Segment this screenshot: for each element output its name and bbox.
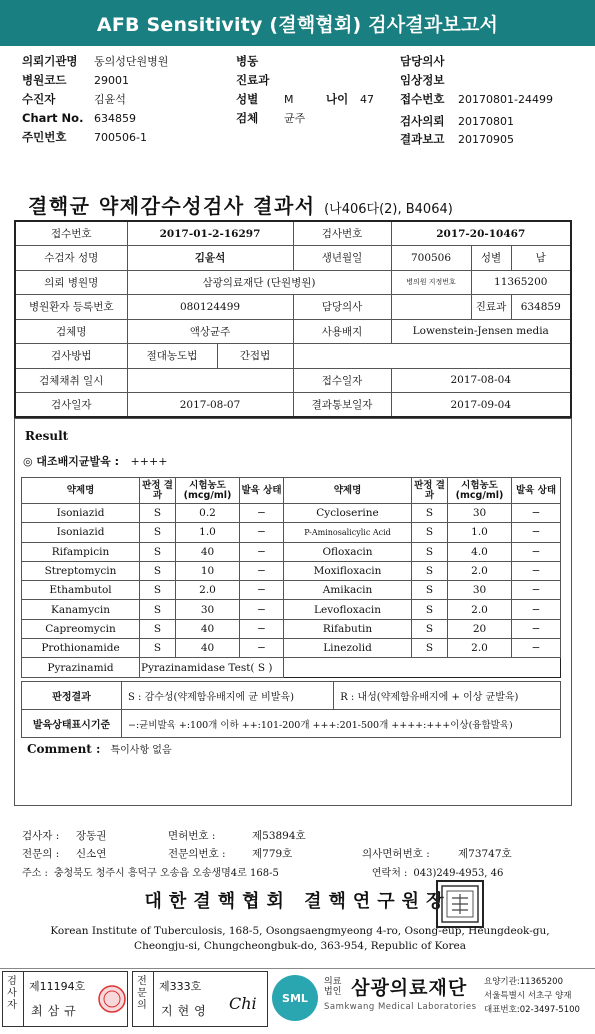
address-label: 주소 :	[22, 868, 48, 879]
info-row-4	[15, 295, 571, 320]
specialist-label: 전문의 :	[22, 848, 60, 860]
receipt-row	[400, 90, 553, 108]
notify-label: 결과통보일자	[293, 393, 391, 418]
info-row-5	[15, 319, 571, 344]
request-label: 검사의뢰	[400, 114, 445, 128]
age-label: 나이	[326, 92, 349, 106]
right-result: S	[412, 639, 448, 658]
info-row-8	[15, 393, 571, 418]
left-concentration: 40	[176, 639, 240, 658]
clinic-label-cell: 진료과	[471, 295, 511, 320]
left-drug-name: Ethambutol	[22, 581, 140, 600]
right-growth: −	[512, 581, 561, 600]
right-result: S	[412, 561, 448, 580]
right-concentration: 4.0	[448, 542, 512, 561]
left-drug-name: Kanamycin	[22, 600, 140, 619]
specimen-label-cell: 검체명	[15, 319, 127, 344]
right-concentration: 2.0	[448, 561, 512, 580]
colony-value: ++++	[130, 455, 168, 468]
left-result: S	[140, 619, 176, 638]
right-drug-name: Linezolid	[284, 639, 412, 658]
doctor-row	[400, 52, 444, 70]
growth-text: −:균비발육 +:100개 이하 ++:101-200개 +++:201-500개 ++++:+++이상(융합발육)	[122, 710, 561, 738]
table-row	[22, 523, 561, 542]
pyrazinamide-label: Pyrazinamid	[22, 658, 140, 677]
care-institution-no: 요양기관:11365200	[484, 977, 563, 987]
lab-contact	[484, 975, 594, 1017]
staff-row-1	[22, 828, 306, 843]
document-subtitle: (나406다(2), B4064)	[324, 202, 453, 217]
examiner-value: 장동권	[76, 830, 107, 842]
method-1: 절대농도법	[127, 344, 217, 369]
specialist-vertical-label: 전문의	[137, 976, 147, 1011]
right-concentration: 30	[448, 581, 512, 600]
left-growth: −	[240, 619, 284, 638]
report-title-bar	[0, 0, 595, 46]
comment	[27, 741, 172, 756]
right-growth: −	[512, 561, 561, 580]
right-drug-name: Levofloxacin	[284, 600, 412, 619]
info-row-6	[15, 344, 571, 369]
left-result: S	[140, 523, 176, 542]
info-row-3	[15, 270, 571, 295]
exam-no: 2017-20-10467	[391, 221, 571, 246]
received-label: 접수일자	[293, 368, 391, 393]
pyrazinamide-blank	[284, 658, 561, 677]
rrn-row	[22, 128, 147, 146]
drug-susceptibility-table	[21, 477, 561, 678]
table-row	[22, 581, 561, 600]
patient-value: 김윤석	[94, 93, 126, 106]
right-drug-name: Amikacin	[284, 581, 412, 600]
hospital-name-label: 의뢰 병원명	[15, 270, 127, 295]
hospital-id-label: 병의원 지정번호	[391, 270, 471, 295]
test-date-label: 검사일자	[15, 393, 127, 418]
right-result: S	[412, 619, 448, 638]
spec-license-label: 전문의번호 :	[168, 848, 226, 860]
rrn-label: 주민번호	[22, 130, 67, 144]
examiner-license: 제11194호	[29, 980, 86, 993]
left-result: S	[140, 542, 176, 561]
sex-label-cell: 성별	[471, 246, 511, 271]
hospital-name-value: 삼광의료재단 (단원병원)	[127, 270, 391, 295]
receipt-value: 20170801-24499	[458, 92, 553, 106]
document-title	[28, 190, 453, 219]
col-result-2: 판정 결과	[412, 478, 448, 504]
right-growth: −	[512, 523, 561, 542]
code-row	[22, 71, 129, 89]
right-result: S	[412, 542, 448, 561]
left-result: S	[140, 581, 176, 600]
comment-text: 특이사항 없음	[110, 745, 172, 756]
left-drug-name: Streptomycin	[22, 561, 140, 580]
comment-label: Comment :	[27, 742, 101, 756]
doc-license-value: 제73747호	[458, 848, 512, 860]
hospital-id-value: 11365200	[471, 270, 571, 295]
brand-block	[324, 973, 477, 1012]
name-label: 수검자 성명	[15, 246, 127, 271]
report-label: 결과보고	[400, 132, 445, 146]
examiner-vertical-label: 검사자	[7, 976, 17, 1011]
col-result: 판정 결과	[140, 478, 176, 504]
code-label: 병원코드	[22, 73, 67, 87]
left-growth: −	[240, 523, 284, 542]
license-label: 면허번호 :	[168, 830, 216, 842]
reg-no-label: 병원환자 등록번호	[15, 295, 127, 320]
official-seal	[436, 880, 484, 928]
right-drug-name: P-Aminosalicylic Acid	[284, 523, 412, 542]
request-value: 20170801	[458, 114, 514, 128]
phone-value: 043)249-4953, 46	[413, 868, 504, 879]
clinic-label: 임상정보	[400, 73, 445, 87]
test-date-value: 2017-08-07	[127, 393, 293, 418]
specimen-row	[236, 109, 305, 127]
collect-label: 검체채취 일시	[15, 368, 127, 393]
specimen-value: 균주	[284, 112, 306, 125]
hospital-value: 동의성단원병원	[94, 55, 169, 68]
chart-row	[22, 109, 136, 127]
right-result: S	[412, 581, 448, 600]
left-concentration: 1.0	[176, 523, 240, 542]
right-drug-name: Moxifloxacin	[284, 561, 412, 580]
result-section	[14, 418, 572, 806]
ward-label: 병동	[236, 54, 259, 68]
left-growth: −	[240, 542, 284, 561]
patient-label: 수진자	[22, 92, 56, 106]
right-growth: −	[512, 619, 561, 638]
staff-row-3	[22, 864, 503, 879]
phone-label: 연락처 :	[371, 868, 408, 879]
rrn-value: 700506-1	[94, 130, 147, 144]
sml-logo-icon: SML	[272, 975, 318, 1021]
lab-footer	[0, 968, 595, 1034]
examiner-name: 최삼규	[31, 1004, 81, 1018]
left-concentration: 40	[176, 619, 240, 638]
reception-no: 2017-01-2-16297	[127, 221, 293, 246]
dept-label: 진료과	[236, 73, 270, 87]
birth-value: 700506	[391, 246, 471, 271]
request-row	[400, 112, 514, 130]
table-row	[22, 542, 561, 561]
exam-no-label: 검사번호	[293, 221, 391, 246]
left-concentration: 10	[176, 561, 240, 580]
left-drug-name: Isoniazid	[22, 523, 140, 542]
patient-row	[22, 90, 126, 108]
right-concentration: 20	[448, 619, 512, 638]
patient-info-table	[14, 220, 572, 418]
doctor-label-cell: 담당의사	[293, 295, 391, 320]
info-row-7	[15, 368, 571, 393]
dept-row	[236, 71, 269, 89]
table-row	[22, 639, 561, 658]
institute-address-english	[30, 924, 570, 954]
left-concentration: 30	[176, 600, 240, 619]
received-value: 2017-08-04	[391, 368, 571, 393]
col-growth-2: 발육 상태	[512, 478, 561, 504]
left-growth: −	[240, 581, 284, 600]
judge-r: R : 내성(약제함유배지에 + 이상 균발육)	[334, 682, 561, 710]
hospital-label: 의뢰기관명	[22, 54, 78, 68]
doctor-label: 담당의사	[400, 54, 445, 68]
right-result: S	[412, 504, 448, 523]
specialist-license: 제333호	[159, 980, 202, 993]
right-growth: −	[512, 639, 561, 658]
spec-license-value: 제779호	[252, 848, 293, 860]
right-result: S	[412, 600, 448, 619]
method-2: 간접법	[217, 344, 293, 369]
examiner-stamp-icon	[97, 982, 127, 1016]
right-growth: −	[512, 600, 561, 619]
institute-name-korean: 대한결핵협회 결핵연구원장	[144, 891, 451, 912]
brand-prefix: 의료법인	[324, 977, 342, 997]
clinic-row	[400, 71, 444, 89]
col-drug-name: 약제명	[22, 478, 140, 504]
left-drug-name: Capreomycin	[22, 619, 140, 638]
sex-value-cell: 남	[511, 246, 571, 271]
info-row-1	[15, 221, 571, 246]
institute-en-line-1: Korean Institute of Tuberculosis, 168-5, Osongsaengmyeong 4-ro, Osong-eup, Heungdeok-gu,	[50, 925, 550, 937]
examiner-box	[2, 971, 128, 1027]
license-value: 제53894호	[252, 830, 306, 842]
left-result: S	[140, 639, 176, 658]
scanned-report	[0, 160, 595, 968]
right-concentration: 30	[448, 504, 512, 523]
medium-label: 사용배지	[293, 319, 391, 344]
right-drug-name: Ofloxacin	[284, 542, 412, 561]
judge-label: 판정결과	[22, 682, 122, 710]
specimen-label: 검체	[236, 111, 259, 125]
report-value: 20170905	[458, 132, 514, 146]
examiner-label: 검사자 :	[22, 830, 60, 842]
sex-value: M	[284, 92, 294, 106]
left-growth: −	[240, 561, 284, 580]
name-value: 김윤석	[127, 246, 293, 271]
birth-label: 생년월일	[293, 246, 391, 271]
right-growth: −	[512, 542, 561, 561]
report-title: AFB Sensitivity (결핵협회) 검사결과보고서	[96, 13, 499, 36]
left-result: S	[140, 561, 176, 580]
reception-no-label: 접수번호	[15, 221, 127, 246]
specialist-signature: Chi	[229, 994, 257, 1013]
info-row-2	[15, 246, 571, 271]
specialist-value: 신소연	[76, 848, 107, 860]
age-value: 47	[360, 92, 374, 106]
legend-table	[21, 681, 561, 738]
left-growth: −	[240, 504, 284, 523]
collect-value	[127, 368, 293, 393]
pyrazinamide-result: Pyrazinamidase Test( S )	[140, 658, 284, 677]
judge-row	[22, 682, 561, 710]
right-growth: −	[512, 504, 561, 523]
right-drug-name: Cycloserine	[284, 504, 412, 523]
growth-row	[22, 710, 561, 738]
lab-address: 서울특별시 서초구 양재	[484, 991, 572, 1001]
drug-table-body	[22, 504, 561, 678]
chart-label: Chart No.	[22, 111, 84, 125]
col-concentration: 시험농도 (mcg/ml)	[176, 478, 240, 504]
left-drug-name: Prothionamide	[22, 639, 140, 658]
col-growth: 발육 상태	[240, 478, 284, 504]
address-value: 충청북도 청주시 흥덕구 오송읍 오송생명4로 168-5	[53, 868, 279, 879]
specialist-box	[132, 971, 268, 1027]
pyrazinamide-row	[22, 658, 561, 677]
left-concentration: 0.2	[176, 504, 240, 523]
right-concentration: 2.0	[448, 639, 512, 658]
lab-phone: 대표번호:02-3497-5100	[484, 1005, 580, 1015]
left-growth: −	[240, 639, 284, 658]
chart-value: 634859	[94, 111, 136, 125]
document-title-main: 결핵균 약제감수성검사 결과서	[28, 194, 316, 218]
colony-label: ◎ 대조배지균발육 :	[23, 455, 120, 468]
method-label: 검사방법	[15, 344, 127, 369]
method-blank	[293, 344, 571, 369]
drug-table-header	[22, 478, 561, 504]
specialist-name: 지현영	[161, 1004, 211, 1018]
right-result: S	[412, 523, 448, 542]
brand-name: 삼광의료재단	[351, 977, 468, 999]
seal-icon	[440, 884, 480, 924]
col-drug-name-2: 약제명	[284, 478, 412, 504]
clinic-value-cell: 634859	[511, 295, 571, 320]
table-row	[22, 561, 561, 580]
table-row	[22, 504, 561, 523]
reg-no-value: 080124499	[127, 295, 293, 320]
sex-label: 성별	[236, 92, 259, 106]
growth-label: 발육상태표시기준	[22, 710, 122, 738]
notify-value: 2017-09-04	[391, 393, 571, 418]
table-row	[22, 619, 561, 638]
doctor-value-cell	[391, 295, 471, 320]
code-value: 29001	[94, 73, 129, 87]
result-title: Result	[25, 429, 69, 443]
report-row	[400, 130, 514, 148]
medium-value: Lowenstein-Jensen media	[391, 319, 571, 344]
hospital-row	[22, 52, 168, 70]
staff-row-2	[22, 846, 512, 861]
specimen-value-cell: 액상균주	[127, 319, 293, 344]
receipt-label: 접수번호	[400, 92, 445, 106]
brand-english: Samkwang Medical Laboratories	[324, 1002, 477, 1012]
doc-license-label: 의사면허번호 :	[362, 848, 430, 860]
right-concentration: 1.0	[448, 523, 512, 542]
left-drug-name: Isoniazid	[22, 504, 140, 523]
right-drug-name: Rifabutin	[284, 619, 412, 638]
left-drug-name: Rifampicin	[22, 542, 140, 561]
left-result: S	[140, 504, 176, 523]
left-concentration: 40	[176, 542, 240, 561]
patient-header	[0, 50, 595, 150]
left-growth: −	[240, 600, 284, 619]
left-result: S	[140, 600, 176, 619]
table-row	[22, 600, 561, 619]
ward-row	[236, 52, 258, 70]
sex-row	[236, 90, 374, 108]
colony-growth	[23, 453, 167, 469]
institute-en-line-2: Cheongju-si, Chungcheongbuk-do, 363-954, Republic of Korea	[134, 940, 466, 952]
left-concentration: 2.0	[176, 581, 240, 600]
col-concentration-2: 시험농도 (mcg/ml)	[448, 478, 512, 504]
right-concentration: 2.0	[448, 600, 512, 619]
judge-s: S : 감수성(약제함유배지에 균 비발육)	[122, 682, 334, 710]
